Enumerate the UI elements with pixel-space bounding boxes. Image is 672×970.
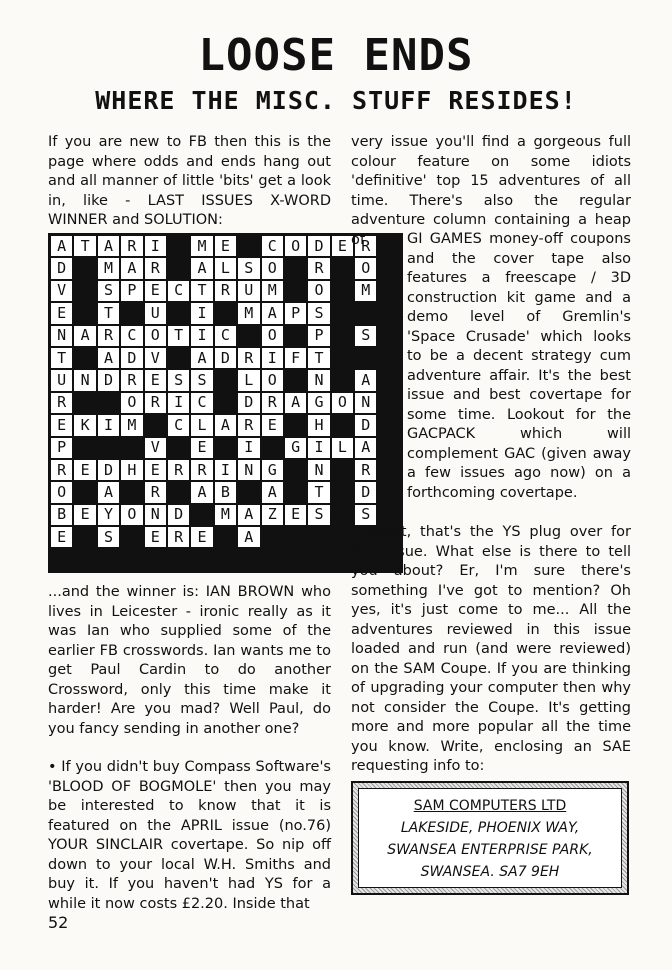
page-number: 52 [48, 913, 69, 932]
crossword-cell: O [261, 369, 284, 391]
crossword-cell: I [97, 414, 120, 436]
crossword-cell: L [331, 437, 354, 459]
crossword-block [144, 414, 167, 436]
crossword-cell: S [167, 369, 190, 391]
crossword-block [284, 526, 307, 548]
crossword-block [284, 325, 307, 347]
crossword-block [73, 257, 96, 279]
crossword-cell: C [167, 280, 190, 302]
crossword-cell: O [261, 257, 284, 279]
crossword-block [120, 526, 143, 548]
crossword-cell: D [97, 459, 120, 481]
crossword-cell: S [307, 504, 330, 526]
crossword-cell: R [144, 481, 167, 503]
crossword-cell: L [237, 369, 260, 391]
crossword-block [377, 257, 400, 279]
crossword-cell: A [261, 302, 284, 324]
bogmole-paragraph: • If you didn't buy Compass Software's 'BLOOD OF BOGMOLE' then you may be interested to know that it is featured on the APRIL issue (no.76) YOUR SINCLAIR covertape. So nip off down to your local W.H. Smiths and buy it. If you haven't had YS for a while it now costs £2.20. Inside that [48, 759, 331, 912]
crossword-block [237, 325, 260, 347]
crossword-cell: A [190, 257, 213, 279]
crossword-block [284, 414, 307, 436]
crossword-cell: E [73, 459, 96, 481]
crossword-block [167, 347, 190, 369]
crossword-cell: E [144, 369, 167, 391]
crossword-cell: D [354, 481, 377, 503]
crossword-cell: C [261, 235, 284, 257]
crossword-block [214, 437, 237, 459]
crossword-cell: D [50, 257, 73, 279]
crossword-cell: O [307, 280, 330, 302]
crossword-cell: S [237, 257, 260, 279]
crossword-cell: A [214, 414, 237, 436]
crossword-block [331, 325, 354, 347]
right-mid-paragraph: GI GAMES money-off coupons and the cover tape also features a freescape / 3D construction kit game and a demo level of Gremlin's 'Space Crusade' which looks to be a decent strategy cum adventure affair. It's the best issue and best covertape for some time. Lookout for the GACPACK which will complement GAC (given away a few issues ago now) on a forthcoming covertape. [407, 231, 631, 501]
crossword-cell: S [307, 302, 330, 324]
winner-paragraph: ...and the winner is: IAN BROWN who lives in Leicester - ironic really as it was Ian who supplied some of the earlier FB crosswords. Ian wants me to get Paul Cardin to do another Crossword, only this time make it harder! Are you mad? Well Paul, do you fancy sending in another one? [48, 584, 331, 737]
crossword-cell: A [120, 257, 143, 279]
crossword-block [97, 392, 120, 414]
crossword-cell: O [354, 257, 377, 279]
crossword-cell: O [261, 325, 284, 347]
crossword-cell: A [50, 235, 73, 257]
crossword-block [97, 437, 120, 459]
crossword-cell: R [190, 459, 213, 481]
crossword-cell: D [237, 392, 260, 414]
crossword-cell: T [307, 481, 330, 503]
crossword-block [73, 347, 96, 369]
crossword-block [120, 481, 143, 503]
crossword-block [377, 369, 400, 391]
crossword-cell: I [167, 392, 190, 414]
crossword-cell: C [120, 325, 143, 347]
crossword-block [377, 392, 400, 414]
crossword-cell: T [190, 280, 213, 302]
crossword-block [284, 257, 307, 279]
crossword-cell: R [237, 347, 260, 369]
crossword-block [354, 302, 377, 324]
crossword-block [331, 302, 354, 324]
crossword-cell: I [144, 235, 167, 257]
crossword-cell: N [237, 459, 260, 481]
crossword-cell: R [237, 414, 260, 436]
crossword-block [331, 257, 354, 279]
crossword-block [377, 437, 400, 459]
crossword-cell: F [284, 347, 307, 369]
crossword-cell: B [214, 481, 237, 503]
crossword-cell: R [97, 325, 120, 347]
crossword-block [214, 369, 237, 391]
crossword-block [331, 369, 354, 391]
crossword-cell: E [261, 414, 284, 436]
crossword-block [73, 481, 96, 503]
address-company: SAM COMPUTERS LTD [413, 798, 567, 814]
crossword-cell: S [354, 325, 377, 347]
crossword-cell: M [214, 504, 237, 526]
crossword-cell: A [354, 437, 377, 459]
crossword-block [377, 459, 400, 481]
crossword-cell: D [214, 347, 237, 369]
crossword-cell: O [144, 325, 167, 347]
crossword-cell: M [261, 280, 284, 302]
crossword-cell: E [73, 504, 96, 526]
crossword-cell: E [144, 526, 167, 548]
crossword-cell: E [190, 526, 213, 548]
crossword-cell: N [307, 369, 330, 391]
crossword-cell: E [144, 280, 167, 302]
page-title: LOOSE ENDS [198, 30, 474, 81]
crossword-cell: H [307, 414, 330, 436]
crossword-cell: A [190, 347, 213, 369]
crossword-cell: I [261, 347, 284, 369]
crossword-cell: R [307, 257, 330, 279]
crossword-cell: N [354, 392, 377, 414]
crossword-cell: T [97, 302, 120, 324]
crossword-cell: O [331, 392, 354, 414]
crossword-block [377, 414, 400, 436]
crossword-cell: S [97, 280, 120, 302]
crossword-cell: O [50, 481, 73, 503]
crossword-cell: E [144, 459, 167, 481]
crossword-block [377, 347, 400, 369]
crossword-cell: C [167, 414, 190, 436]
crossword-cell: R [354, 235, 377, 257]
crossword-cell: P [50, 437, 73, 459]
crossword-block [331, 414, 354, 436]
crossword-cell: E [50, 414, 73, 436]
crossword-block [214, 302, 237, 324]
page-subtitle: WHERE THE MISC. STUFF RESIDES! [95, 86, 577, 115]
crossword-cell: E [331, 235, 354, 257]
crossword-cell: R [50, 392, 73, 414]
crossword-block [167, 257, 190, 279]
crossword-cell: E [214, 235, 237, 257]
crossword-cell: I [307, 437, 330, 459]
crossword-block [331, 481, 354, 503]
crossword-cell: G [261, 459, 284, 481]
crossword-cell: D [120, 347, 143, 369]
crossword-cell: H [120, 459, 143, 481]
crossword-cell: P [307, 325, 330, 347]
crossword-block [261, 437, 284, 459]
sam-paragraph: • Right, that's the YS plug over for this issue. What else is there to tell you about? Er, I'm sure there's something I've got to mention? Oh yes, it's just come to me... All the adventures reviewed in this issue loaded and run (and were reviewed) on the SAM Coupe. If you are thinking of upgrading your computer then why not consider the Coupe. It's getting more and more popular all the time you know. Write, enclosing an SAE requesting info to: [351, 524, 631, 774]
crossword-cell: C [190, 392, 213, 414]
crossword-cell: M [354, 280, 377, 302]
right-top-paragraph: very issue you'll find a gorgeous full colour feature on some idiots 'definitive' top 15 adventures of all time. There's also the regular adventure column containing a heap of [351, 134, 631, 248]
crossword-block [331, 347, 354, 369]
crossword-block [284, 280, 307, 302]
crossword-cell: A [284, 392, 307, 414]
crossword-cell: R [167, 459, 190, 481]
crossword-cell: R [354, 459, 377, 481]
crossword-cell: O [284, 235, 307, 257]
address-box [351, 781, 629, 895]
crossword-cell: R [50, 459, 73, 481]
crossword-cell: R [120, 235, 143, 257]
address-line-2: SWANSEA ENTERPRISE PARK, [387, 842, 593, 858]
crossword-block [284, 369, 307, 391]
crossword-cell: N [73, 369, 96, 391]
crossword-cell: U [50, 369, 73, 391]
crossword-cell: G [284, 437, 307, 459]
crossword-cell: P [284, 302, 307, 324]
crossword-cell: R [144, 257, 167, 279]
crossword-cell: M [237, 302, 260, 324]
crossword-grid [48, 233, 403, 573]
crossword-cell: I [237, 437, 260, 459]
crossword-block [167, 481, 190, 503]
crossword-cell: V [144, 437, 167, 459]
crossword-cell: O [120, 392, 143, 414]
crossword-cell: I [214, 459, 237, 481]
crossword-block [237, 235, 260, 257]
crossword-block [331, 459, 354, 481]
crossword-cell: Z [261, 504, 284, 526]
crossword-cell: C [214, 325, 237, 347]
crossword-cell: V [144, 347, 167, 369]
crossword-block [73, 392, 96, 414]
crossword-block [73, 280, 96, 302]
crossword-cell: D [307, 235, 330, 257]
crossword-block [284, 481, 307, 503]
crossword-cell: A [354, 369, 377, 391]
crossword-cell: D [167, 504, 190, 526]
crossword-block [120, 437, 143, 459]
crossword-cell: A [97, 481, 120, 503]
crossword-block [73, 437, 96, 459]
crossword-cell: D [97, 369, 120, 391]
crossword-cell: A [73, 325, 96, 347]
crossword-cell: S [354, 504, 377, 526]
crossword-cell: I [190, 302, 213, 324]
crossword-cell: P [120, 280, 143, 302]
crossword-cell: R [261, 392, 284, 414]
crossword-block [73, 302, 96, 324]
crossword-block [167, 302, 190, 324]
crossword-cell: D [354, 414, 377, 436]
crossword-block [167, 437, 190, 459]
crossword-cell: L [190, 414, 213, 436]
crossword-block [331, 280, 354, 302]
crossword-block [284, 459, 307, 481]
crossword-block [377, 280, 400, 302]
crossword-cell: A [190, 481, 213, 503]
crossword-cell: N [307, 459, 330, 481]
crossword-cell: I [190, 325, 213, 347]
crossword-cell: N [50, 325, 73, 347]
crossword-block [377, 481, 400, 503]
crossword-cell: T [307, 347, 330, 369]
crossword-block [120, 302, 143, 324]
crossword-cell: E [190, 437, 213, 459]
crossword-cell: R [214, 280, 237, 302]
crossword-cell: S [190, 369, 213, 391]
crossword-cell: M [190, 235, 213, 257]
crossword-block [354, 347, 377, 369]
crossword-block [190, 504, 213, 526]
crossword-cell: B [50, 504, 73, 526]
address-line-1: LAKESIDE, PHOENIX WAY, [400, 820, 580, 836]
intro-paragraph: If you are new to FB then this is the page where odds and ends hang out and all manner of little 'bits' get a look in, like - LAST ISSUES X-WORD WINNER and SOLUTION: [48, 134, 331, 228]
crossword-cell: M [120, 414, 143, 436]
crossword-block [377, 302, 400, 324]
crossword-cell: N [144, 504, 167, 526]
crossword-cell: U [237, 280, 260, 302]
crossword-block [261, 526, 284, 548]
crossword-cell: U [144, 302, 167, 324]
crossword-cell: O [120, 504, 143, 526]
crossword-cell: E [50, 302, 73, 324]
crossword-cell: T [50, 347, 73, 369]
crossword-block [307, 526, 330, 548]
crossword-cell: E [50, 526, 73, 548]
crossword-cell: T [167, 325, 190, 347]
address-line-3: SWANSEA. SA7 9EH [420, 864, 560, 880]
crossword-block [73, 526, 96, 548]
crossword-cell: L [214, 257, 237, 279]
crossword-block [214, 392, 237, 414]
crossword-cell: V [50, 280, 73, 302]
crossword-cell: T [73, 235, 96, 257]
crossword-cell: R [167, 526, 190, 548]
crossword-block [377, 325, 400, 347]
crossword-block [214, 526, 237, 548]
crossword-block [167, 235, 190, 257]
crossword-cell: R [144, 392, 167, 414]
crossword-cell: E [284, 504, 307, 526]
crossword-cell: K [73, 414, 96, 436]
crossword-cell: A [261, 481, 284, 503]
crossword-cell: R [120, 369, 143, 391]
crossword-cell: A [97, 235, 120, 257]
crossword-cell: Y [97, 504, 120, 526]
crossword-block [237, 481, 260, 503]
crossword-cell: M [97, 257, 120, 279]
crossword-cell: G [307, 392, 330, 414]
crossword-cell: A [237, 504, 260, 526]
crossword-cell: A [97, 347, 120, 369]
crossword-cell: S [97, 526, 120, 548]
crossword-cell: A [237, 526, 260, 548]
